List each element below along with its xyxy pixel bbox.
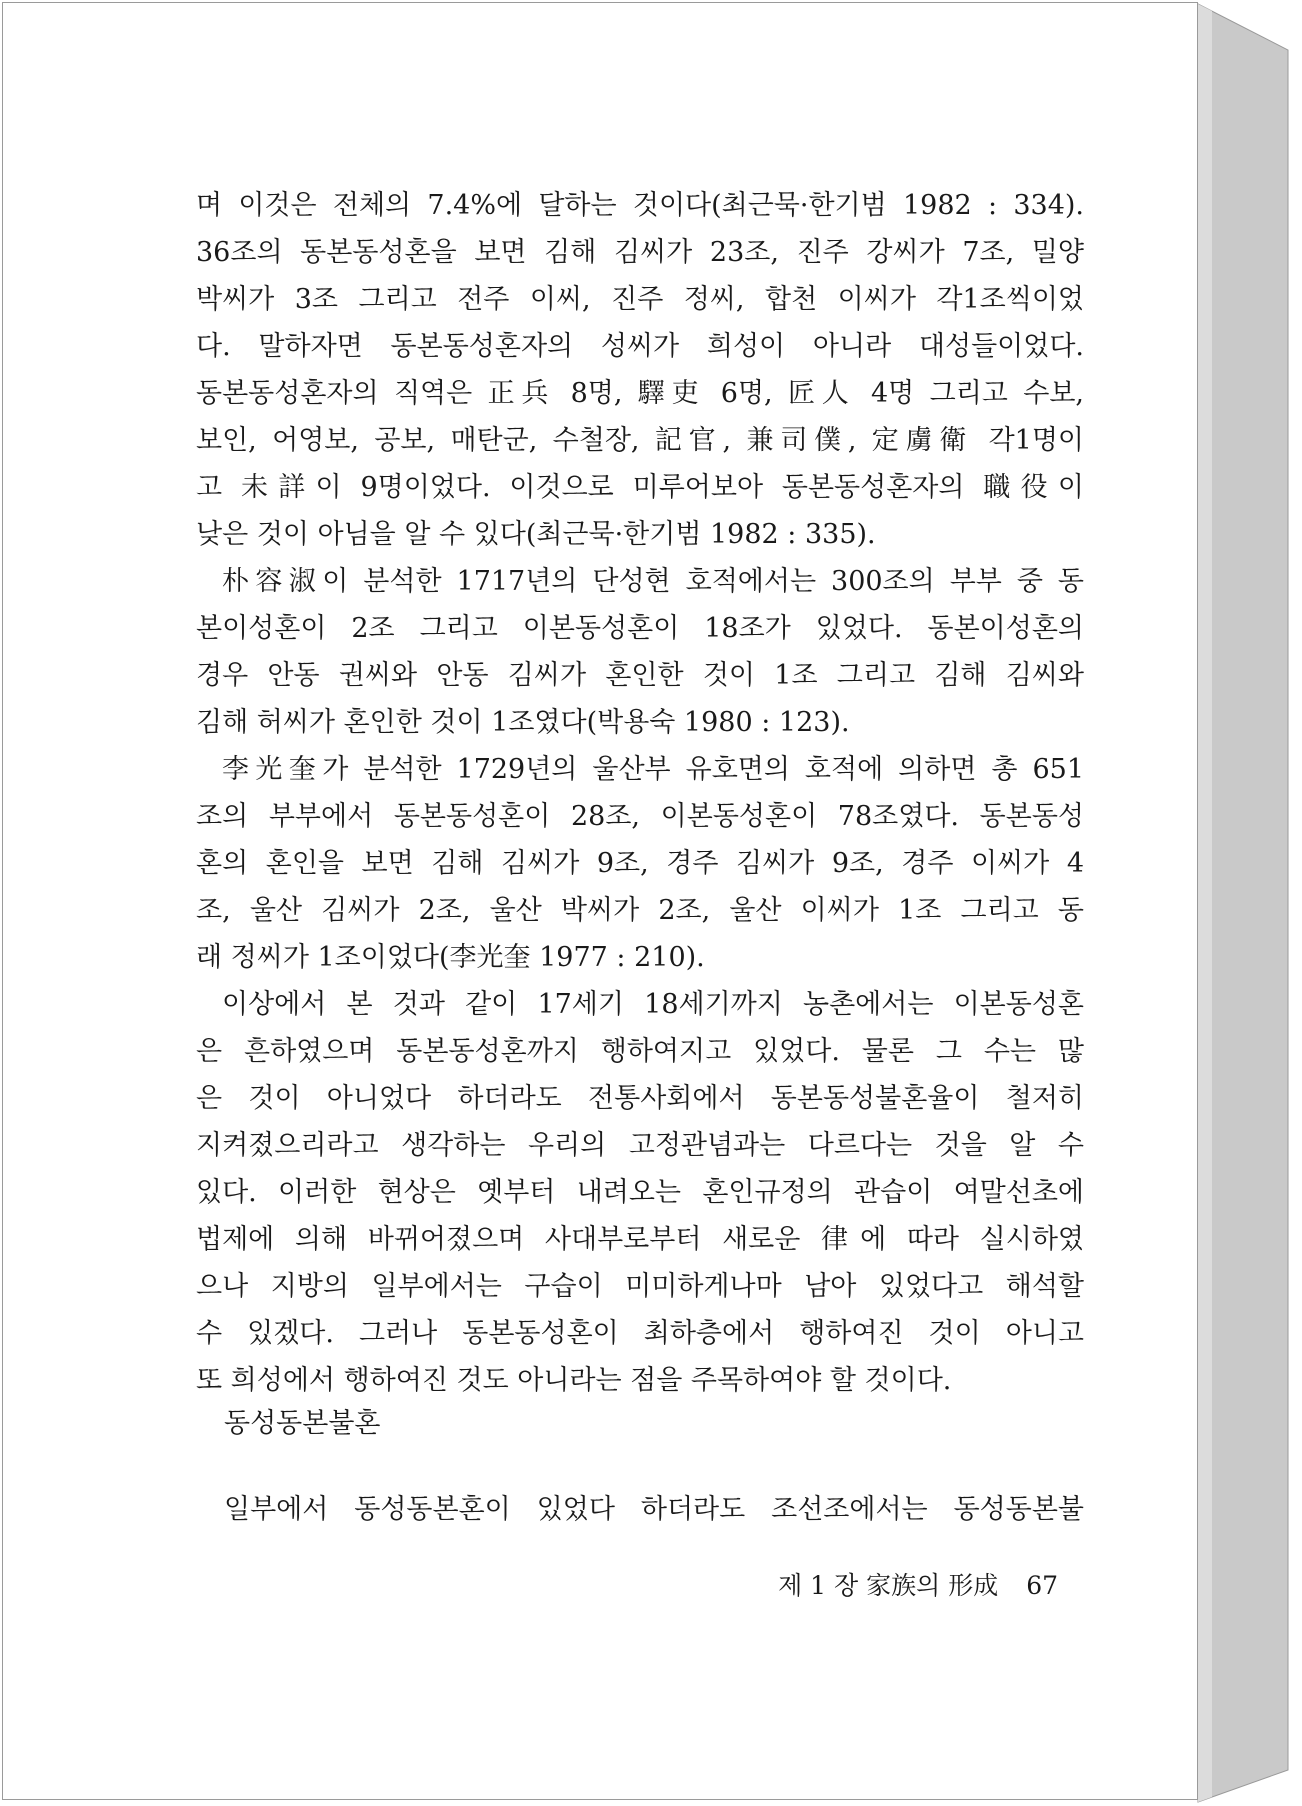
- text-line: 고 未詳이 9명이었다. 이것으로 미루어보아 동본동성혼자의 職役이: [196, 472, 1084, 503]
- text-line: 李光奎가 분석한 1729년의 울산부 유호면의 호적에 의하면 총 651: [222, 754, 1084, 785]
- text-line: 은 흔하였으며 동본동성혼까지 행하여지고 있었다. 물론 그 수는 많: [196, 1036, 1084, 1067]
- text-line: 수 있겠다. 그러나 동본동성혼이 최하층에서 행하여진 것이 아니고: [196, 1318, 1084, 1349]
- paragraph: [196, 981, 1084, 1404]
- page-number: 67: [1026, 1571, 1058, 1600]
- body-text: [196, 182, 1084, 1404]
- text-line: 박씨가 3조 그리고 전주 이씨, 진주 정씨, 합천 이씨가 각1조씩이었: [196, 284, 1084, 315]
- text-line: 래 정씨가 1조이었다(李光奎 1977 : 210).: [196, 942, 705, 973]
- chapter-label: 제 1 장 家族의 形成: [778, 1571, 999, 1600]
- text-line: 법제에 의해 바뀌어졌으며 사대부로부터 새로운 律에 따라 실시하였: [196, 1224, 1084, 1255]
- text-line: 다. 말하자면 동본동성혼자의 성씨가 희성이 아니라 대성들이었다.: [196, 331, 1084, 362]
- paragraph: [196, 182, 1084, 558]
- text-line: 朴容淑이 분석한 1717년의 단성현 호적에서는 300조의 부부 중 동: [222, 566, 1084, 597]
- section-heading: 동성동본불혼: [224, 1408, 381, 1439]
- text-line: 36조의 동본동성혼을 보면 김해 김씨가 23조, 진주 강씨가 7조, 밀양: [196, 237, 1084, 268]
- text-line: 조, 울산 김씨가 2조, 울산 박씨가 2조, 울산 이씨가 1조 그리고 동: [196, 895, 1084, 926]
- text-line: 낮은 것이 아님을 알 수 있다(최근묵·한기범 1982 : 335).: [196, 519, 876, 550]
- text-line: 혼의 혼인을 보면 김해 김씨가 9조, 경주 김씨가 9조, 경주 이씨가 4: [196, 848, 1084, 879]
- text-line: 이상에서 본 것과 같이 17세기 18세기까지 농촌에서는 이본동성혼: [222, 989, 1084, 1020]
- text-line: 동본동성혼자의 직역은 正兵 8명, 驛吏 6명, 匠人 4명 그리고 수보,: [196, 378, 1084, 409]
- text-line: 경우 안동 권씨와 안동 김씨가 혼인한 것이 1조 그리고 김해 김씨와: [196, 660, 1084, 691]
- text-line: 있다. 이러한 현상은 옛부터 내려오는 혼인규정의 관습이 여말선초에: [196, 1177, 1084, 1208]
- paragraph: [196, 558, 1084, 746]
- text-line: 지켜졌으리라고 생각하는 우리의 고정관념과는 다르다는 것을 알 수: [196, 1130, 1084, 1161]
- text-line: 며 이것은 전체의 7.4%에 달하는 것이다(최근묵·한기범 1982 : 334).: [196, 190, 1084, 221]
- text-line: 은 것이 아니었다 하더라도 전통사회에서 동본동성불혼율이 철저히: [196, 1083, 1084, 1114]
- text-line: 으나 지방의 일부에서는 구습이 미미하게나마 남아 있었다고 해석할: [196, 1271, 1084, 1302]
- paragraph: [196, 746, 1084, 981]
- text-line: 본이성혼이 2조 그리고 이본동성혼이 18조가 있었다. 동본이성혼의: [196, 613, 1084, 644]
- page-footer: [772, 1566, 1058, 1606]
- text-line: 또 희성에서 행하여진 것도 아니라는 점을 주목하여야 할 것이다.: [196, 1365, 952, 1396]
- text-line: 조의 부부에서 동본동성혼이 28조, 이본동성혼이 78조였다. 동본동성: [196, 801, 1084, 832]
- text-line: 김해 허씨가 혼인한 것이 1조였다(박용숙 1980 : 123).: [196, 707, 850, 738]
- paragraph-continuation: 일부에서 동성동본혼이 있었다 하더라도 조선조에서는 동성동본불: [224, 1494, 1084, 1525]
- text-line: 보인, 어영보, 공보, 매탄군, 수철장, 記官, 兼司僕, 定虜衛 각1명이: [196, 425, 1084, 456]
